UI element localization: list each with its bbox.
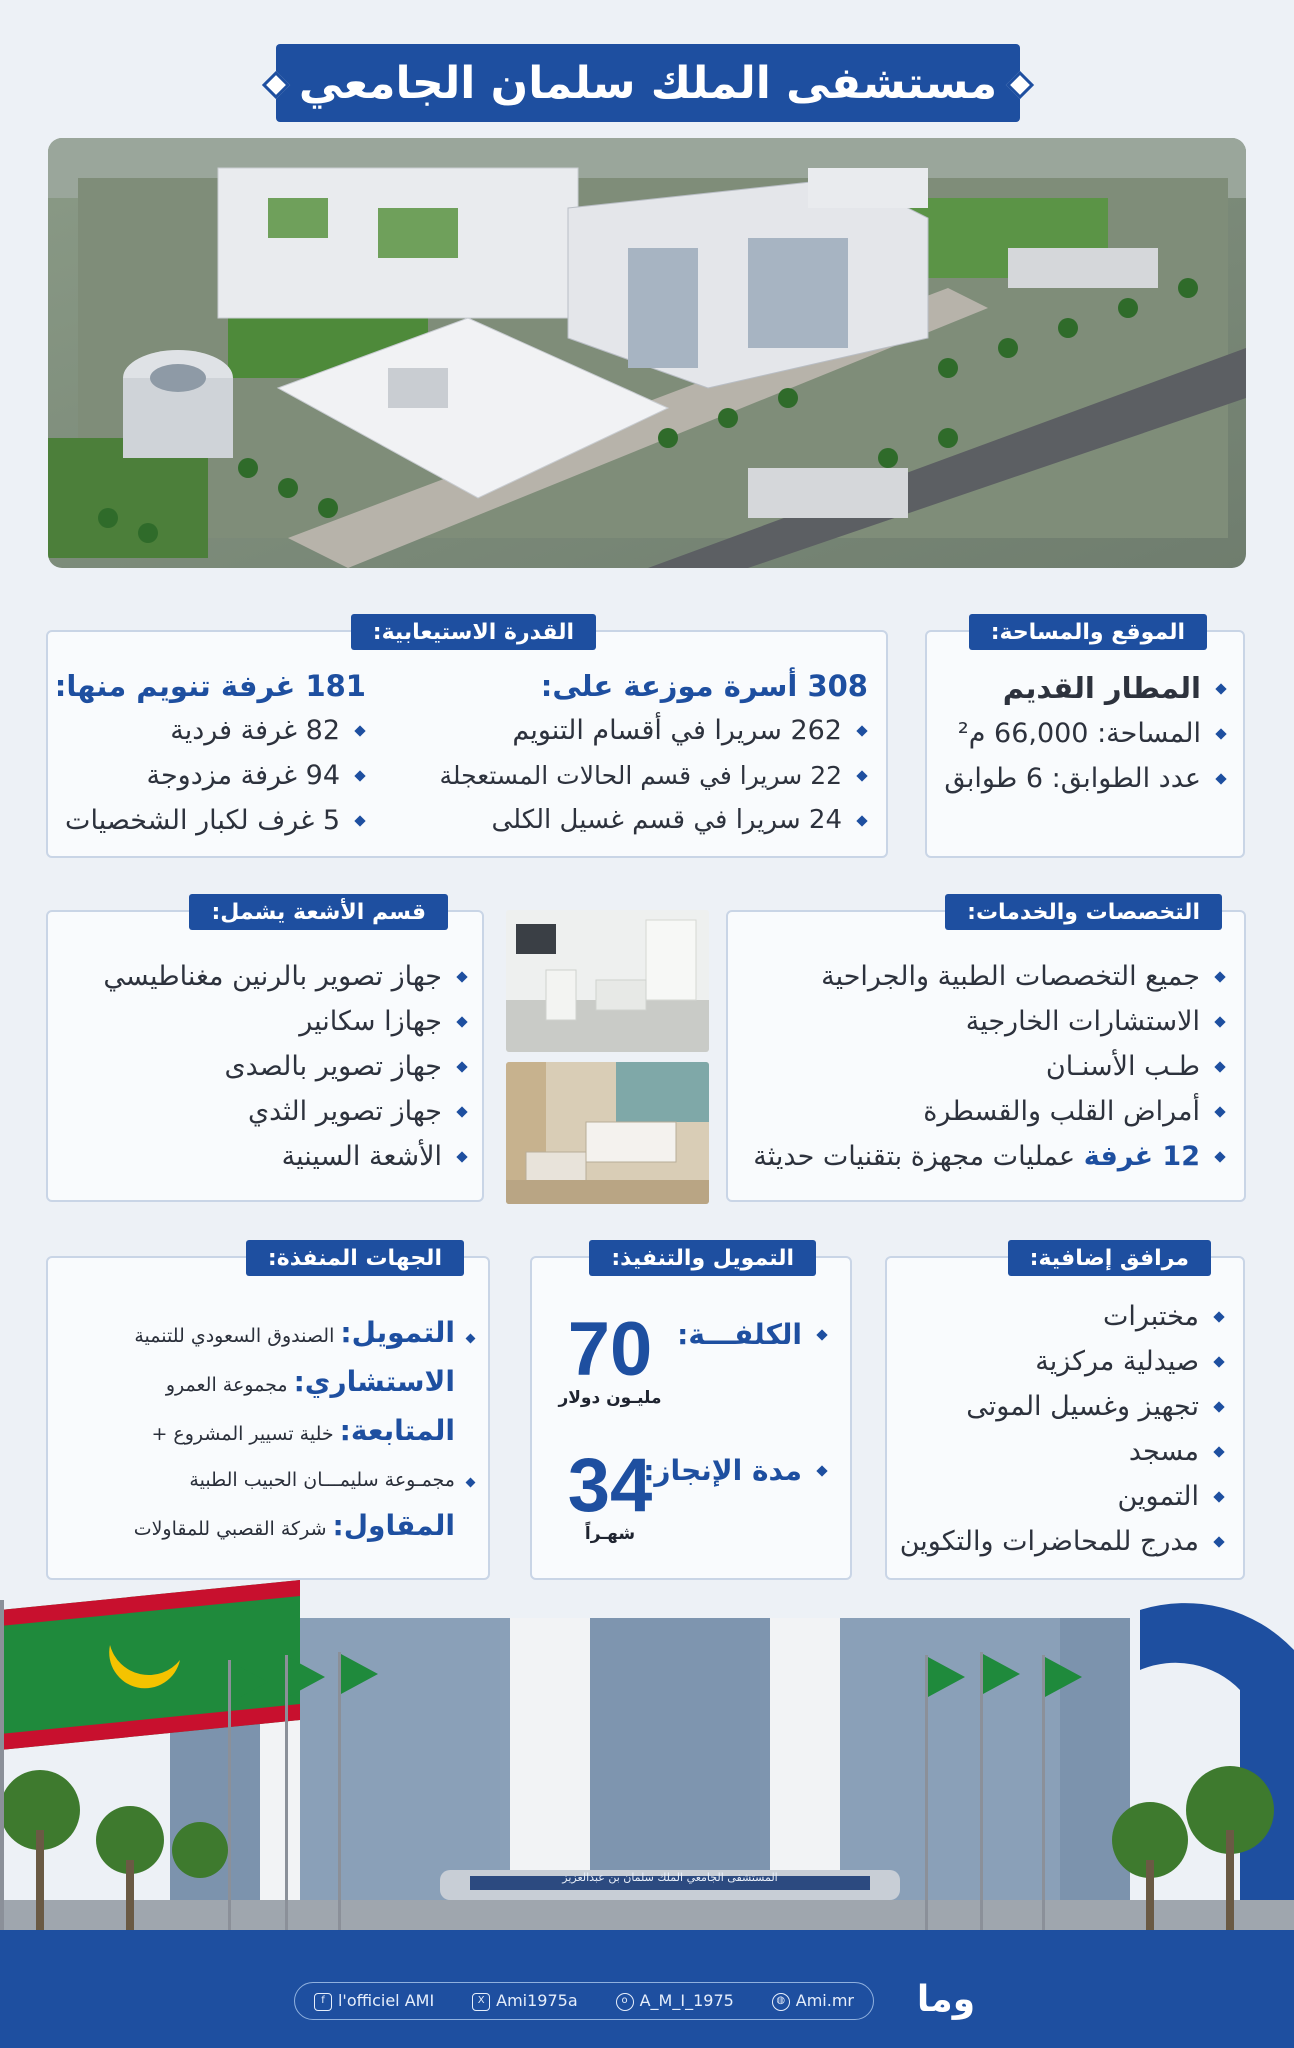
specialty-item: طـب الأسنـان [753,1044,1226,1089]
x-link[interactable] [472,1991,578,2011]
rooms-title: 181 غرفة تنويم منها: [54,669,366,703]
executor-value: خلية تسيير المشروع + [151,1423,334,1445]
facility-item: التموين [900,1474,1225,1519]
facilities-heading: مرافق إضافية: [1008,1240,1211,1276]
specialties-card [726,899,1246,1202]
social-links [294,1982,874,2020]
radiology-item: جهاز تصوير بالرنين مغناطيسي [103,954,468,999]
facility-item: تجهيز وغسيل الموتى [900,1384,1225,1429]
ami-logo: وما [916,1979,976,2020]
capacity-heading: القدرة الاستيعابية: [351,614,596,650]
radiology-item: جهاز تصوير الثدي [103,1089,468,1134]
x-icon: X [472,1993,490,2011]
specialties-heading: التخصصات والخدمات: [945,894,1222,930]
location-heading: الموقع والمساحة: [969,614,1207,650]
operating-rooms-count: 12 غرفة [1083,1141,1200,1172]
facility-item: مسجد [900,1429,1225,1474]
executor-value: الصندوق السعودي للتنمية [134,1325,335,1347]
radiology-room-photo [506,910,709,1052]
specialty-item: أمراض القلب والقسطرة [753,1089,1226,1134]
building-facade-image [0,1570,1294,1970]
radiology-heading: قسم الأشعة يشمل: [189,894,448,930]
beds-title: 308 أسرة موزعة على: [540,669,868,703]
rooms-item: 5 غرف لكبار الشخصيات [55,798,366,843]
location-item: عدد الطوابق: 6 طوابق [944,756,1227,801]
executor-label: المتابعة: [339,1414,455,1447]
operating-rooms-text: عمليات مجهزة بتقنيات حديثة [753,1141,1076,1172]
radiology-item: الأشعة السينية [103,1134,468,1179]
aerial-hospital-image [48,138,1246,568]
instagram-icon: o [616,1993,634,2011]
beds-item: 22 سريرا في قسم الحالات المستعجلة [439,753,868,798]
specialty-item [753,1134,1226,1179]
instagram-link[interactable] [616,1991,734,2011]
duration-label: مدة الإنجاز: [643,1454,802,1487]
facility-item: صيدلية مركزية [900,1339,1225,1384]
web-link[interactable] [772,1991,854,2011]
executors-card [46,1245,490,1580]
location-card [925,619,1245,858]
instagram-handle: A_M_I_1975 [639,1991,734,2011]
location-item: المساحة: 66,000 م² [944,711,1227,756]
globe-icon: ◍ [772,1993,790,2011]
executor-row [134,1503,474,1552]
executor-label: التمويل: [340,1316,455,1349]
facebook-icon: f [314,1993,332,2011]
rooms-item: 94 غرفة مزدوجة [55,753,366,798]
facility-item: مختبرات [900,1294,1225,1339]
specialty-item: الاستشارات الخارجية [753,999,1226,1044]
beds-item: 24 سريرا في قسم غسيل الكلى [439,798,868,843]
executor-label: المقاول: [332,1509,455,1542]
specialty-item: جميع التخصصات الطبية والجراحية [753,954,1226,999]
radiology-card [46,899,484,1202]
cost-label: الكلفـــة: [677,1318,802,1351]
executor-row [134,1359,474,1408]
facilities-card [885,1245,1245,1580]
executor-value: مجمـوعة سليمـــان الحبيب الطبية [189,1469,455,1491]
radiology-item: جهاز تصوير بالصدى [103,1044,468,1089]
building-sign: المستشفى الجامعي الملك سلمان بن عبدالعزيز [562,1871,778,1884]
facebook-handle: l'officiel AMI [337,1991,435,2011]
page-title [276,44,1020,122]
capacity-card [46,619,888,858]
funding-card [530,1245,852,1580]
executor-label: الاستشاري: [293,1365,455,1398]
duration-unit: شهـراً [584,1524,636,1544]
cost-unit: مليـون دولار [558,1388,662,1408]
facebook-link[interactable] [314,1991,434,2011]
facility-item: مدرج للمحاضرات والتكوين [900,1519,1225,1564]
x-handle: Ami1975a [496,1991,578,2011]
location-item: المطار القديم [944,666,1227,711]
duration-value: 34 [567,1443,653,1528]
patient-room-photo [506,1062,709,1204]
radiology-item: جهازا سكانير [103,999,468,1044]
executor-value: مجموعة العمرو [165,1374,288,1396]
executor-row [134,1310,474,1359]
executors-heading: الجهات المنفذة: [246,1240,464,1276]
funding-heading: التمويل والتنفيذ: [589,1240,816,1276]
beds-item: 262 سريرا في أقسام التنويم [439,708,868,753]
rooms-item: 82 غرفة فردية [55,708,366,753]
executor-value: شركة القصبي للمقاولات [133,1518,327,1540]
title-text: مستشفى الملك سلمان الجامعي [298,57,998,109]
executor-row [134,1408,474,1457]
executor-row [134,1457,474,1503]
cost-value: 70 [567,1307,653,1392]
web-handle: Ami.mr [795,1991,854,2011]
